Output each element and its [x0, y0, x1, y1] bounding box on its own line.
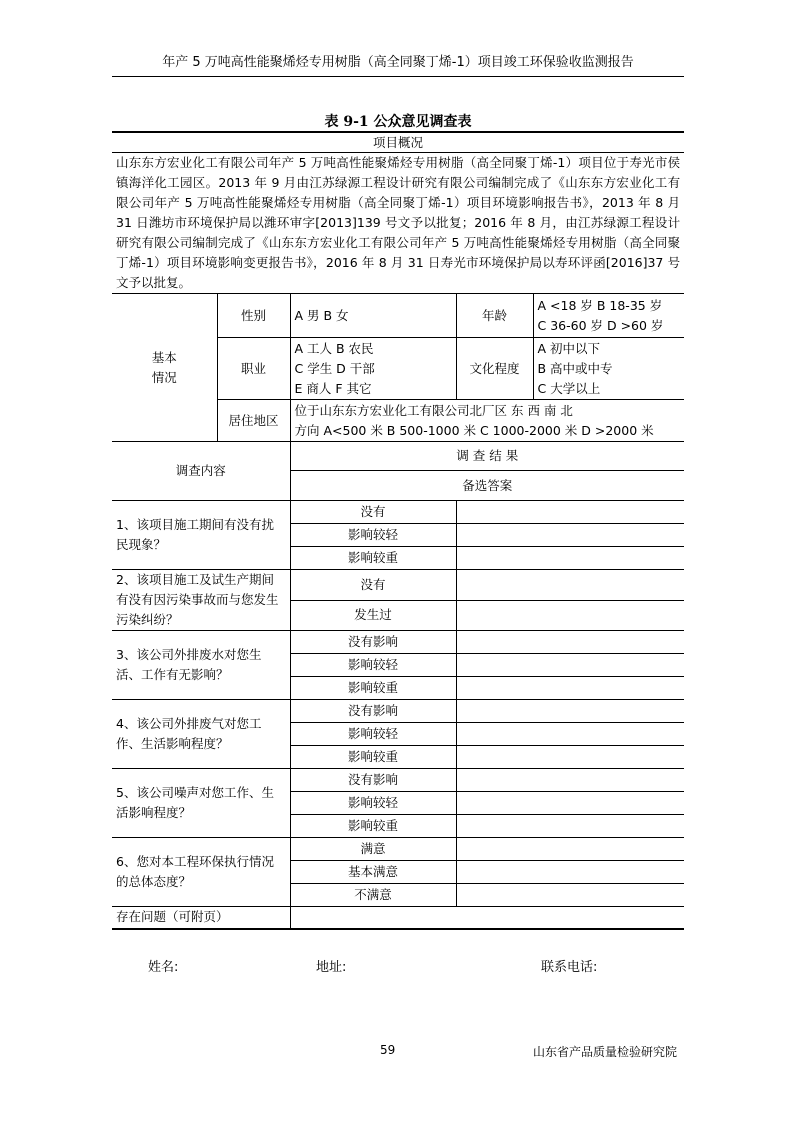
- q1-answer-1[interactable]: [456, 501, 684, 524]
- q6-answer-3[interactable]: [456, 884, 684, 907]
- q4-answer-2[interactable]: [456, 723, 684, 746]
- phone-label: 联系电话:: [541, 960, 598, 975]
- occupation-line2: C 学生 D 干部: [294, 360, 375, 376]
- residence-label: 居住地区: [217, 400, 290, 442]
- occupation-label: 职业: [217, 338, 290, 400]
- q2-option-1: 没有: [290, 570, 456, 601]
- basic-label-line1: 基本: [151, 349, 177, 365]
- q6-option-2: 基本满意: [290, 861, 456, 884]
- q3-option-1: 没有影响: [290, 631, 456, 654]
- age-options-line1: A <18 岁 B 18-35 岁: [537, 297, 663, 313]
- age-label: 年龄: [456, 294, 533, 338]
- question-2: 2、该项目施工及试生产期间有没有因污染事故而与您发生污染纠纷？: [112, 570, 290, 631]
- residence-line2: 方向 A<500 米 B 500-1000 米 C 1000-2000 米 D >2000 米: [294, 422, 654, 438]
- survey-result-label: 调 查 结 果: [290, 442, 684, 471]
- occupation-line3: E 商人 F 其它: [294, 380, 372, 396]
- institute-name: 山东省产品质量检验研究院: [533, 1045, 678, 1059]
- name-label: 姓名:: [148, 960, 179, 975]
- public-opinion-table: [112, 131, 684, 930]
- overview-heading: 项目概况: [112, 132, 684, 153]
- q5-answer-2[interactable]: [456, 792, 684, 815]
- page-number: 59: [380, 1043, 396, 1057]
- residence-line1: 位于山东东方宏业化工有限公司北厂区 东 西 南 北: [294, 402, 573, 418]
- q4-option-2: 影响较轻: [290, 723, 456, 746]
- residence-options: [290, 400, 684, 442]
- q3-answer-1[interactable]: [456, 631, 684, 654]
- question-5: 5、该公司噪声对您工作、生活影响程度？: [112, 769, 290, 838]
- address-label: 地址:: [316, 960, 347, 975]
- q6-answer-2[interactable]: [456, 861, 684, 884]
- q1-option-1: 没有: [290, 501, 456, 524]
- gender-label: 性别: [217, 294, 290, 338]
- question-3: 3、该公司外排废水对您生活、工作有无影响？: [112, 631, 290, 700]
- q2-answer-2[interactable]: [456, 600, 684, 631]
- q1-answer-3[interactable]: [456, 547, 684, 570]
- q5-answer-1[interactable]: [456, 769, 684, 792]
- q4-option-1: 没有影响: [290, 700, 456, 723]
- header-rule: [112, 76, 684, 77]
- q6-answer-1[interactable]: [456, 838, 684, 861]
- q5-option-1: 没有影响: [290, 769, 456, 792]
- q3-option-2: 影响较轻: [290, 654, 456, 677]
- survey-content-label: 调查内容: [112, 442, 290, 501]
- education-options: [533, 338, 684, 400]
- q5-answer-3[interactable]: [456, 815, 684, 838]
- q4-answer-3[interactable]: [456, 746, 684, 769]
- q1-option-3: 影响较重: [290, 547, 456, 570]
- q3-answer-2[interactable]: [456, 654, 684, 677]
- q5-option-2: 影响较轻: [290, 792, 456, 815]
- q2-answer-1[interactable]: [456, 570, 684, 601]
- basic-label-line2: 情况: [151, 369, 177, 385]
- gender-options: A 男 B 女: [290, 294, 456, 338]
- page-header: 年产 5 万吨高性能聚烯烃专用树脂（高全同聚丁烯-1）项目竣工环保验收监测报告: [162, 55, 634, 70]
- occupation-options: [290, 338, 456, 400]
- q6-option-1: 满意: [290, 838, 456, 861]
- q4-answer-1[interactable]: [456, 700, 684, 723]
- basic-info-label: [112, 294, 217, 442]
- issues-field[interactable]: [290, 907, 684, 929]
- education-label: 文化程度: [456, 338, 533, 400]
- age-options-line2: C 36-60 岁 D >60 岁: [537, 317, 664, 333]
- q3-option-3: 影响较重: [290, 677, 456, 700]
- q4-option-3: 影响较重: [290, 746, 456, 769]
- overview-text: 山东东方宏业化工有限公司年产 5 万吨高性能聚烯烃专用树脂（高全同聚丁烯-1）项目位于寿光市侯镇海洋化工园区。2013 年 9 月由江苏绿源工程设计研究有限公司编制完成了《山东东方宏业化工有限公司年产 5 万吨高性能聚烯烃专用树脂（高全同聚丁烯-1）项目环境影响报告书》，2013 年 8 月 31 日潍坊市环境保护局以潍环审字[2013]139 号文予以批复；2016 年 8 月，由江苏绿源工程设计研究有限公司编制完成了《山东东方宏业化工有限公司年产 5 万吨高性能聚烯烃专用树脂（高全同聚丁烯-1）项目环境影响变更报告书》，2016 年 8 月 31 日寿光市环境保护局以寿环评函[2016]37 号文予以批复。: [112, 153, 684, 294]
- q3-answer-3[interactable]: [456, 677, 684, 700]
- education-line3: C 大学以上: [537, 380, 601, 396]
- education-line2: B 高中或中专: [537, 360, 613, 376]
- question-4: 4、该公司外排废气对您工作、生活影响程度？: [112, 700, 290, 769]
- q2-option-2: 发生过: [290, 600, 456, 631]
- options-label: 备选答案: [290, 471, 684, 501]
- occupation-line1: A 工人 B 农民: [294, 340, 374, 356]
- q1-answer-2[interactable]: [456, 524, 684, 547]
- age-options: [533, 294, 684, 338]
- q5-option-3: 影响较重: [290, 815, 456, 838]
- table-title: 表 9-1 公众意见调查表: [324, 114, 472, 130]
- question-1: 1、该项目施工期间有没有扰民现象？: [112, 501, 290, 570]
- issues-label: 存在问题（可附页）: [112, 907, 290, 929]
- education-line1: A 初中以下: [537, 340, 601, 356]
- q1-option-2: 影响较轻: [290, 524, 456, 547]
- question-6: 6、您对本工程环保执行情况的总体态度？: [112, 838, 290, 907]
- q6-option-3: 不满意: [290, 884, 456, 907]
